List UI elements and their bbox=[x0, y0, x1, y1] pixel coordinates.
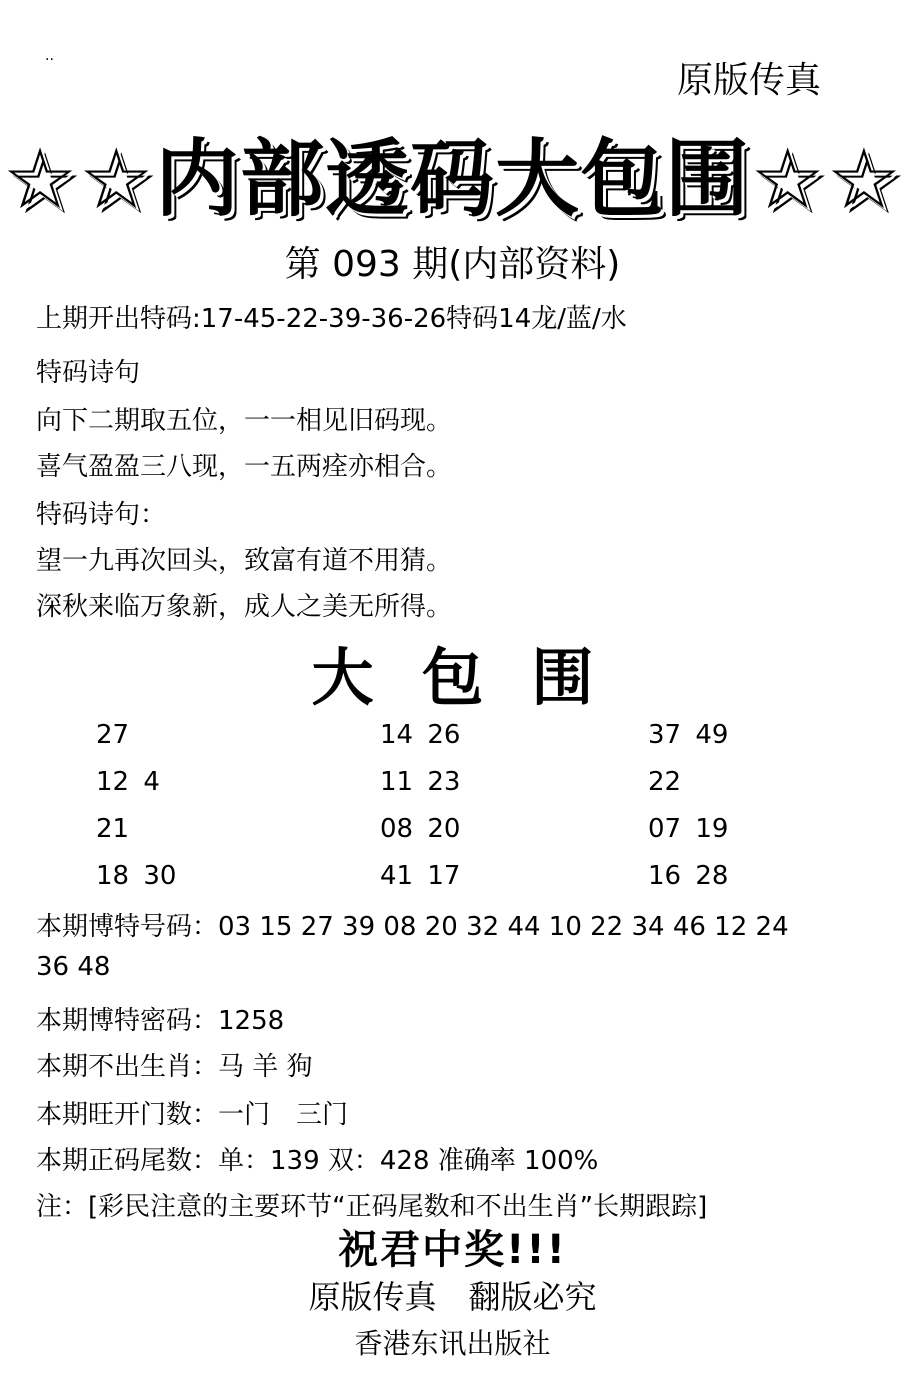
grid-cell: 07 19 bbox=[648, 814, 729, 844]
lucky-doors-line: 本期旺开门数：一门 三门 bbox=[36, 1100, 349, 1130]
copyright-line: 原版传真 翻版必究 bbox=[308, 1278, 597, 1316]
grid-cell: 12 4 bbox=[96, 767, 160, 797]
poem-heading: 特码诗句 bbox=[36, 358, 141, 388]
excluded-zodiac-line: 本期不出生肖：马 羊 狗 bbox=[36, 1052, 313, 1082]
grid-cell: 37 49 bbox=[648, 720, 729, 750]
grid-cell: 11 23 bbox=[380, 767, 461, 797]
publisher-name: 香港东讯出版社 bbox=[354, 1327, 551, 1360]
tail-digits-line: 本期正码尾数：单：139 双：428 准确率 100% bbox=[36, 1146, 599, 1176]
poem-line: 望一九再次回头，致富有道不用猜。 bbox=[36, 546, 453, 576]
poem-heading: 特码诗句： bbox=[36, 500, 167, 530]
last-draw-line: 上期开出特码:17-45-22-39-36-26特码14龙/蓝/水 bbox=[36, 304, 627, 334]
top-note: 原版传真 bbox=[676, 60, 821, 101]
grid-cell: 27 bbox=[96, 720, 130, 750]
special-numbers-line: 本期博特号码：03 15 27 39 08 20 32 44 10 22 34 46 12 24 bbox=[36, 912, 789, 942]
grid-cell: 14 26 bbox=[380, 720, 461, 750]
secret-code-line: 本期博特密码：1258 bbox=[36, 1006, 285, 1036]
poem-line: 向下二期取五位，一一相见旧码现。 bbox=[36, 406, 453, 436]
grid-cell: 21 bbox=[96, 814, 130, 844]
section-title: 大包围 bbox=[311, 641, 642, 714]
headline: ☆☆内部透码大包围☆☆ bbox=[2, 130, 903, 228]
grid-cell: 22 bbox=[648, 767, 682, 797]
grid-cell: 16 28 bbox=[648, 861, 729, 891]
corner-mark: .. bbox=[45, 48, 54, 64]
issue-number: 第 093 期(内部资料) bbox=[284, 244, 621, 285]
grid-cell: 18 30 bbox=[96, 861, 177, 891]
good-luck-wish: 祝君中奖!!! bbox=[338, 1227, 567, 1273]
poem-line: 喜气盈盈三八现，一五两痊亦相合。 bbox=[36, 452, 453, 482]
note-line: 注：[彩民注意的主要环节“正码尾数和不出生肖”长期跟踪] bbox=[36, 1192, 708, 1222]
poem-line: 深秋来临万象新，成人之美无所得。 bbox=[36, 592, 453, 622]
numbers-grid bbox=[96, 718, 816, 893]
grid-cell: 08 20 bbox=[380, 814, 461, 844]
grid-cell: 41 17 bbox=[380, 861, 461, 891]
special-numbers-continued: 36 48 bbox=[36, 952, 111, 982]
